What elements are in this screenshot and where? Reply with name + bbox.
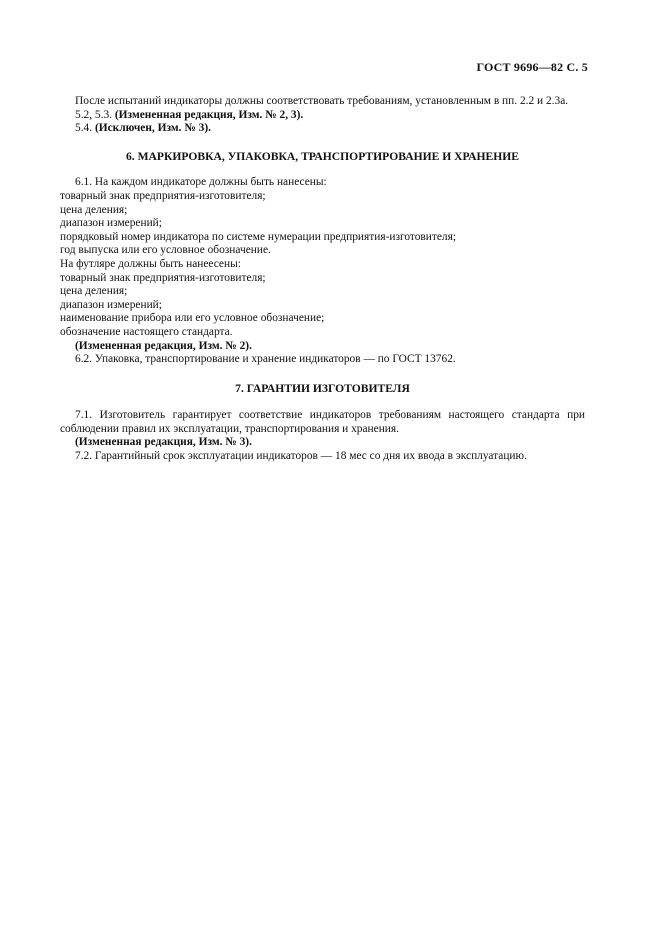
clause-6-1: 6.1. На каждом индикаторе должны быть нанесены: <box>75 176 327 189</box>
list-item: товарный знак предприятия-изготовителя; <box>60 271 266 284</box>
section-7-title: 7. ГАРАНТИИ ИЗГОТОВИТЕЛЯ <box>235 381 410 395</box>
document-body <box>60 95 585 464</box>
clause-7-2: 7.2. Гарантийный срок эксплуатации индикаторов — 18 мес со дня их ввода в эксплуатацию. <box>75 450 527 463</box>
list-item: цена деления; <box>60 285 128 298</box>
list-item: диапазон измерений; <box>60 217 162 230</box>
list-item: год выпуска или его условное обозначение. <box>60 244 271 257</box>
amendment-note: (Измененная редакция, Изм. № 3). <box>75 436 252 449</box>
amendment-note: (Измененная редакция, Изм. № 2). <box>75 339 252 352</box>
clause-number: 5.4. <box>75 122 93 135</box>
clause-number: 5.2, 5.3. <box>75 108 113 121</box>
case-marks-intro: На футляре должны быть нанеесены: <box>60 257 241 270</box>
list-item: цена деления; <box>60 203 128 216</box>
list-item: наименование прибора или его условное обозначение; <box>60 312 325 325</box>
list-item: диапазон измерений; <box>60 298 162 311</box>
list-item: обозначение настоящего стандарта. <box>60 325 233 338</box>
list-item: порядковый номер индикатора по системе нумерации предприятия-изготовителя; <box>60 230 457 243</box>
section-6-title: 6. МАРКИРОВКА, УПАКОВКА, ТРАНСПОРТИРОВАНИЕ И ХРАНЕНИЕ <box>125 149 520 163</box>
clause-6-2: 6.2. Упаковка, транспортирование и хранение индикаторов — по ГОСТ 13762. <box>75 353 456 366</box>
list-item: товарный знак предприятия-изготовителя; <box>60 189 266 202</box>
clause-5-2-5-3 <box>60 109 585 123</box>
clause-5-4 <box>60 122 585 136</box>
clause-7-1: 7.1. Изготовитель гарантирует соответствие индикаторов требованиям настоящего стандарта при соблюдении правил их эксплуатации, транспортирования и хранения. <box>60 409 585 435</box>
amendment-note: (Измененная редакция, Изм. № 2, 3). <box>114 108 304 121</box>
page-header: ГОСТ 9696—82 С. 5 <box>476 60 588 74</box>
paragraph-after-tests: После испытаний индикаторы должны соответствовать требованиям, установленным в пп. 2.2 и 2.3а. <box>75 95 569 107</box>
amendment-note: (Исключен, Изм. № 3). <box>94 122 211 135</box>
